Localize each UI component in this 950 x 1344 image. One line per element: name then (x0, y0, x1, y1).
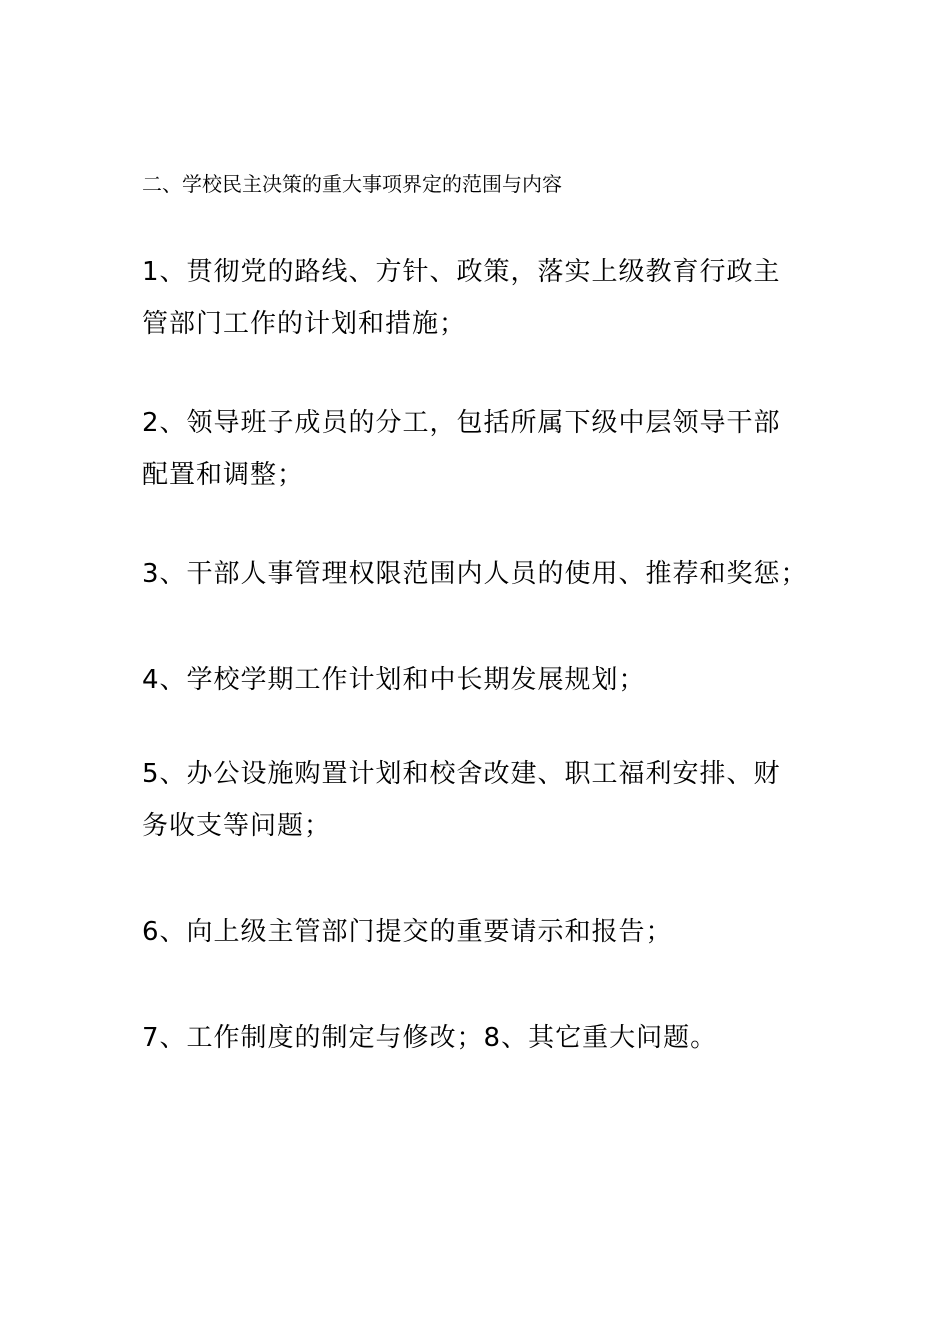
list-item-line: 5、办公设施购置计划和校舍改建、职工福利安排、财 (142, 759, 781, 789)
list-item (142, 906, 832, 958)
list-item-line: 务收支等问题； (142, 811, 332, 841)
list-item (142, 654, 832, 706)
list-item (142, 246, 832, 350)
section-heading: 二、学校民主决策的重大事项界定的范围与内容 (142, 172, 562, 196)
list-item-line: 管部门工作的计划和措施； (142, 309, 467, 339)
list-item-line: 配置和调整； (142, 460, 305, 490)
list-item-line: 1、贯彻党的路线、方针、政策，落实上级教育行政主 (142, 257, 781, 287)
list-item (142, 1012, 832, 1064)
list-item-line: 7、工作制度的制定与修改；8、其它重大问题。 (142, 1023, 718, 1053)
list-item (142, 548, 832, 600)
list-item-line: 4、学校学期工作计划和中长期发展规划； (142, 665, 646, 695)
list-item-line: 6、向上级主管部门提交的重要请示和报告； (142, 917, 673, 947)
list-item-line: 3、干部人事管理权限范围内人员的使用、推荐和奖惩； (142, 559, 808, 589)
list-item (142, 748, 832, 852)
list-item-line: 2、领导班子成员的分工，包括所属下级中层领导干部 (142, 408, 781, 438)
list-item (142, 397, 832, 501)
